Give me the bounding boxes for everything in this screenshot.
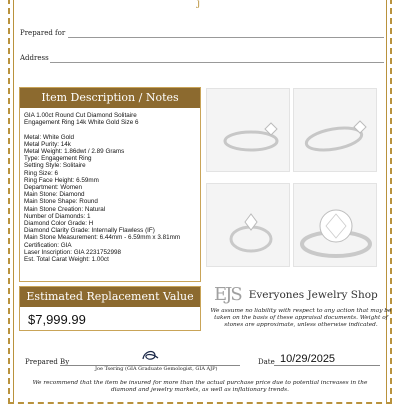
description-line: Main Stone Creation: Natural [24, 205, 106, 213]
description-line: Main Stone Shape: Round [24, 198, 98, 206]
description-line [24, 126, 200, 133]
item-description-text [24, 112, 200, 263]
address-line[interactable] [50, 62, 384, 63]
insurance-recommendation: We recommend that the item be insured for more than the actual purchase price due to potential increases in the diamond and jewelry markets, as well as inflationary trends. [32, 380, 368, 393]
description-line: Metal: White Gold [24, 133, 75, 141]
brand-logo: EJS [214, 284, 241, 305]
description-line: Laser Inscription: GIA 2231752998 [24, 248, 121, 256]
prepared-for-label: Prepared for [20, 29, 66, 37]
description-line: Certification: GIA [24, 241, 72, 249]
brand-block [214, 284, 378, 305]
description-line: Type: Engagement Ring [24, 155, 92, 163]
ring-photo-2 [293, 88, 377, 172]
ring-photo-3 [206, 183, 290, 267]
date-value: 10/29/2025 [280, 353, 336, 365]
description-line: Number of Diamonds: 1 [24, 212, 91, 220]
top-ornament-icon: ȷ [197, 0, 201, 9]
liability-disclaimer: We assume no liability with respect to any action that may be taken on the basis of these appraisal documents. Weight of stones are approximate, unless otherwise indicated. [210, 308, 392, 328]
description-line: Main Stone: Diamond [24, 191, 85, 199]
ring-photo-4 [293, 183, 377, 267]
description-line: Engagement Ring 14k White Gold Size 6 [24, 119, 139, 127]
description-line: Ring Face Height: 6.59mm [24, 176, 99, 184]
replacement-price: $7,999.99 [28, 312, 86, 327]
gemologist-name: Joe Tsering (GIA Graduate Gemologist, GIA AJP) [95, 366, 218, 372]
description-line: Diamond Clarity Grade: Internally Flawless (IF) [24, 227, 155, 235]
replacement-value-heading: Estimated Replacement Value [20, 287, 200, 307]
description-line: Diamond Color Grade: H [24, 220, 94, 228]
description-line: Setting Style: Solitaire [24, 162, 86, 170]
description-line: Department: Women [24, 184, 82, 192]
description-line: GIA 1.00ct Round Cut Diamond Solitaire [24, 112, 137, 119]
item-description-heading: Item Description / Notes [20, 88, 200, 108]
description-line: Main Stone Measurement: 6.44mm - 6.59mm x 3.81mm [24, 234, 181, 242]
prepared-for-line[interactable] [68, 37, 384, 38]
address-label: Address [20, 54, 49, 62]
description-line: Ring Size: 6 [24, 169, 58, 177]
description-line: Metal Purity: 14k [24, 140, 71, 148]
date-line [274, 365, 380, 366]
date-label: Date [258, 358, 275, 366]
ring-photo-1 [206, 88, 290, 172]
brand-name: Everyones Jewelry Shop [248, 288, 378, 301]
description-line: Metal Weight: 1.86dwt / 2.89 Grams [24, 148, 125, 156]
prepared-by-label: Prepared By [25, 358, 70, 366]
description-line: Est. Total Carat Weight: 1.00ct [24, 256, 109, 264]
signature-icon [140, 347, 160, 363]
